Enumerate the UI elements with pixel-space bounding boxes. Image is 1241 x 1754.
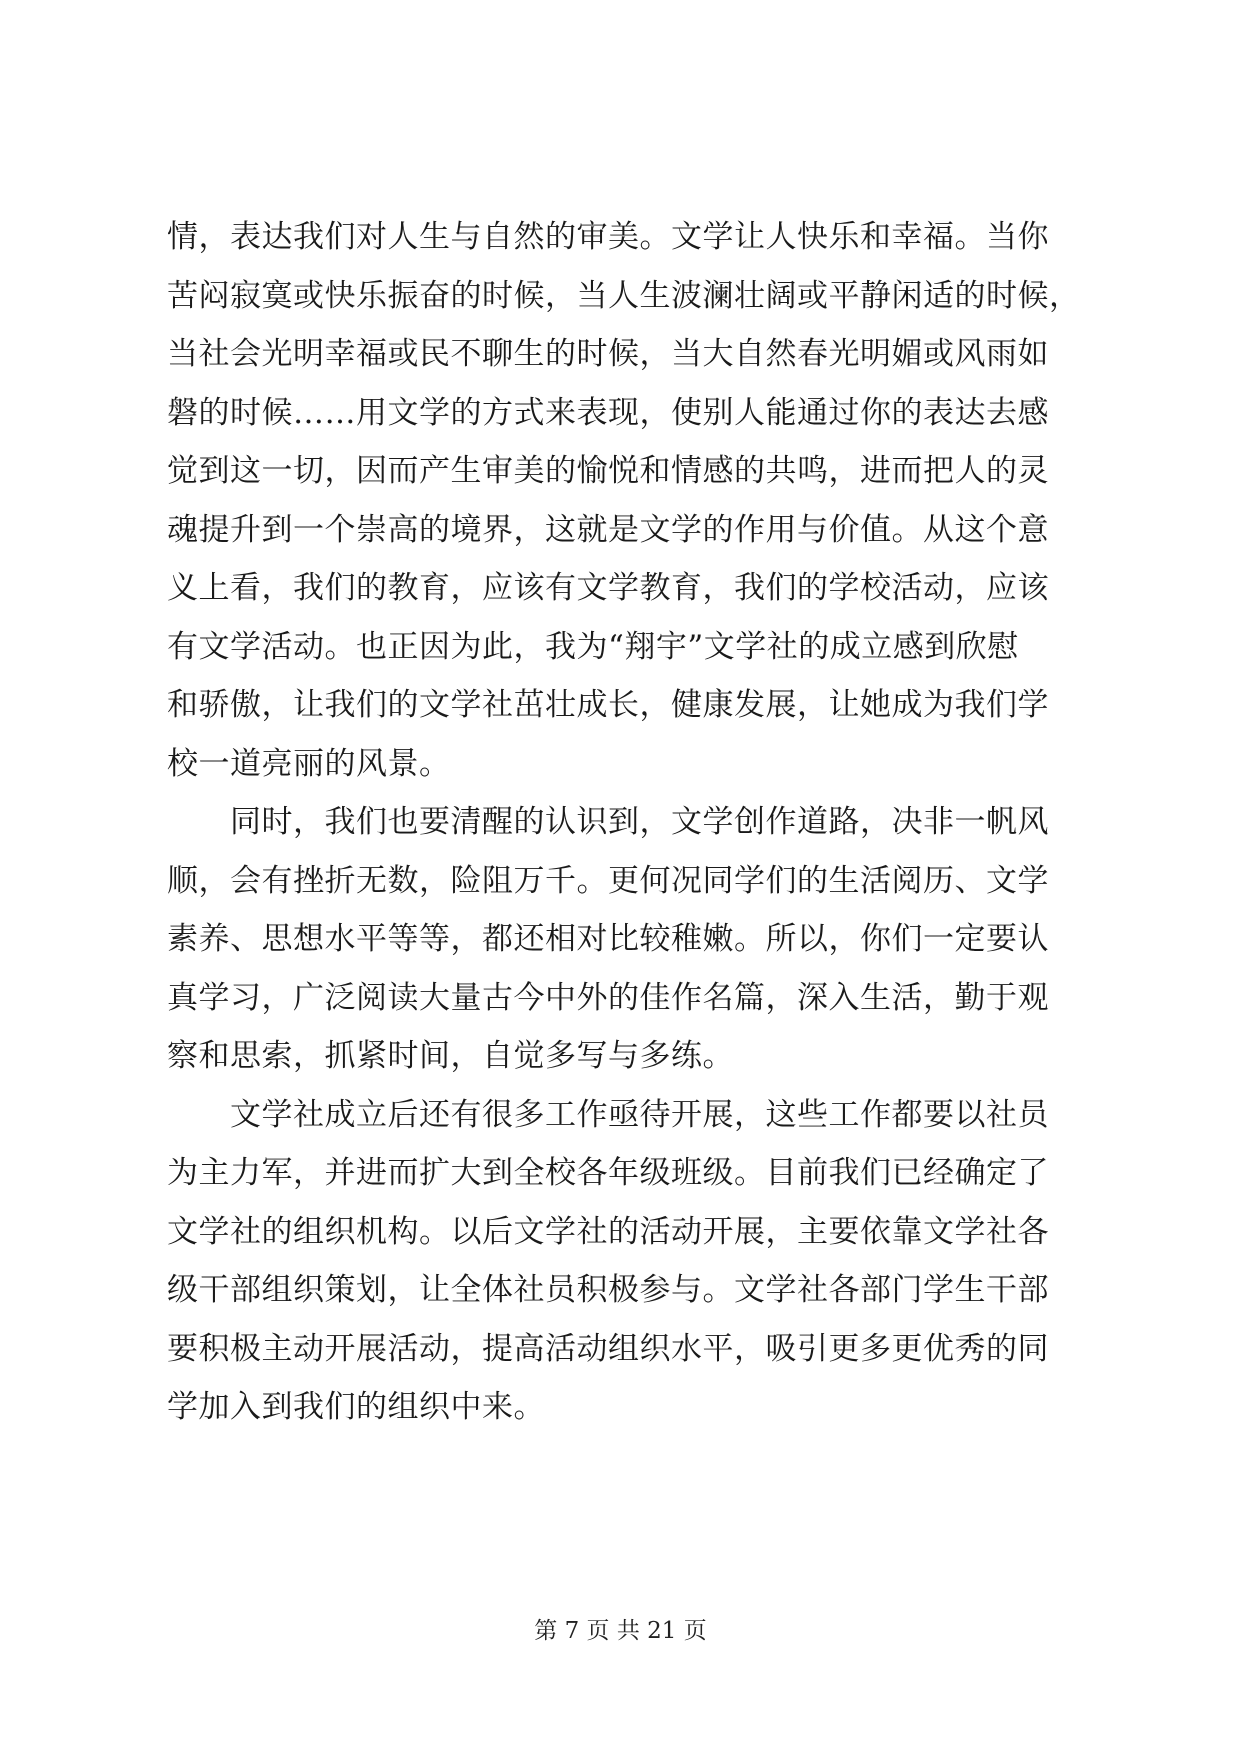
text-line: 磐的时候……用文学的方式来表现，使别人能通过你的表达去感 bbox=[167, 394, 1049, 431]
text-line: 级干部组织策划，让全体社员积极参与。文学社各部门学生干部 bbox=[167, 1272, 1049, 1308]
text-line: 真学习，广泛阅读大量古今中外的佳作名篇，深入生活，勤于观 bbox=[167, 979, 1049, 1016]
text-line: 和骄傲，让我们的文学社茁壮成长，健康发展，让她成为我们学 bbox=[167, 687, 1049, 723]
text-line: 苦闷寂寞或快乐振奋的时候，当人生波澜壮阔或平静闲适的时候， bbox=[167, 277, 1081, 314]
text-line: 觉到这一切，因而产生审美的愉悦和情感的共鸣，进而把人的灵 bbox=[167, 453, 1049, 489]
text-line: 有文学活动。也正因为此，我为“翔宇”文学社的成立感到欣慰 bbox=[167, 628, 1019, 665]
text-line: 义上看，我们的教育，应该有文学教育，我们的学校活动，应该 bbox=[167, 570, 1049, 606]
body-text bbox=[167, 208, 1087, 1437]
text-line: 顺，会有挫折无数，险阻万千。更何况同学们的生活阅历、文学 bbox=[167, 862, 1049, 899]
text-line: 要积极主动开展活动，提高活动组织水平，吸引更多更优秀的同 bbox=[167, 1330, 1049, 1367]
text-line: 情，表达我们对人生与自然的审美。文学让人快乐和幸福。当你 bbox=[167, 219, 1049, 255]
text-line: 当社会光明幸福或民不聊生的时候，当大自然春光明媚或风雨如 bbox=[167, 336, 1049, 372]
text-line: 文学社的组织机构。以后文学社的活动开展，主要依靠文学社各 bbox=[167, 1213, 1049, 1250]
text-line: 为主力军，并进而扩大到全校各年级班级。目前我们已经确定了 bbox=[167, 1155, 1049, 1191]
text-line: 同时，我们也要清醒的认识到，文学创作道路，决非一帆风 bbox=[167, 804, 1049, 840]
page-number-footer: 第 7 页 共 21 页 bbox=[534, 1618, 707, 1644]
text-line: 学加入到我们的组织中来。 bbox=[167, 1389, 545, 1425]
text-line: 察和思索，抓紧时间，自觉多写与多练。 bbox=[167, 1038, 734, 1074]
text-line: 校一道亮丽的风景。 bbox=[167, 745, 451, 782]
text-line: 魂提升到一个崇高的境界，这就是文学的作用与价值。从这个意 bbox=[167, 511, 1049, 548]
text-line: 素养、思想水平等等，都还相对比较稚嫩。所以，你们一定要认 bbox=[167, 921, 1049, 957]
text-line: 文学社成立后还有很多工作亟待开展，这些工作都要以社员 bbox=[167, 1096, 1049, 1133]
